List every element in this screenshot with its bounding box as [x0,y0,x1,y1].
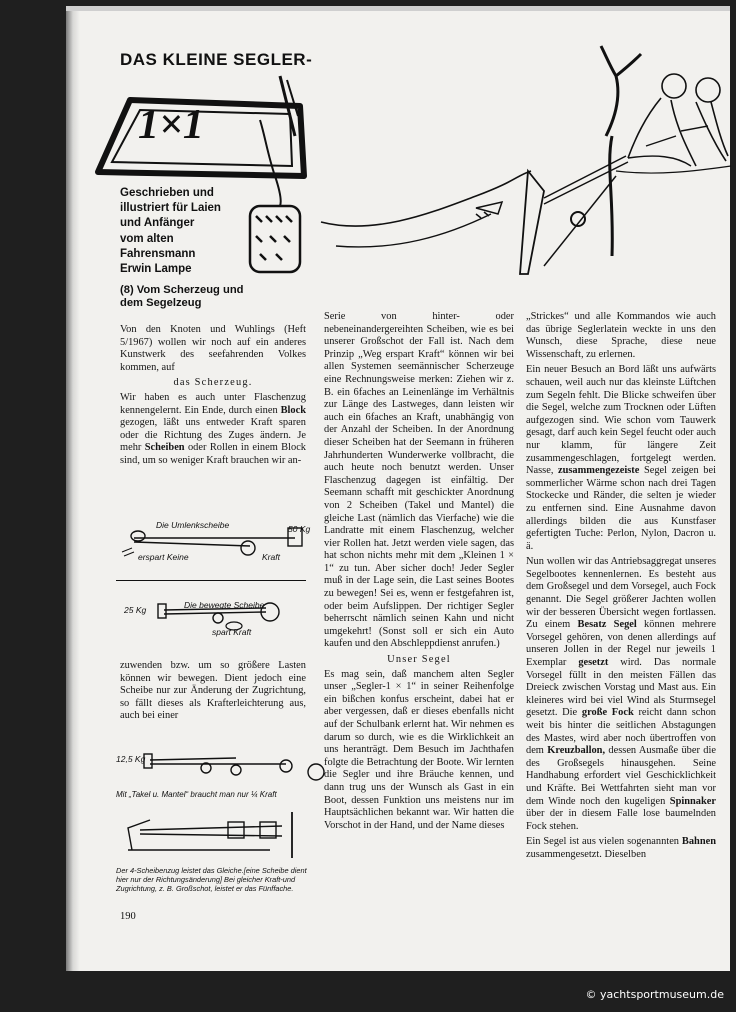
caption-line: Zugrichtung, z. B. Großschot, leistet er das Fünffache. [116,884,294,893]
col3-paragraph [526,836,716,861]
text-run: dessen Ausmaße über die des Großsegels hinausgehen. Seine Handhabung erfordert viel Geschicklichkeit und Kräfte. Bei Wettfahrten sieht man vor dem Winde noch den kugeligen [526,745,716,807]
section-title-line-2: dem Segelzeug [120,297,202,309]
header-title: DAS KLEINE SEGLER- [120,50,313,69]
bold-term: Kreuzballon, [547,745,606,757]
bold-term: Block [280,404,306,416]
text-run: Segel zeigen bei sommerlicher Wärme schon nach drei Tagen Stockecke und Ränder, die selten je wieder zu entfernen sind. Eine Ausnahme davon allerdings bilden die aus Kunstfaser gefertigten Tuche: Perlon, Nylon, Dacron u. ä. [526,465,717,552]
col3-paragraph: „Strickes“ und alle Kommandos wie auch das übrige Seglerlatein weckte in uns den Wunsch, diese Sprache, diese neue Wissenschaft, zu erlernen. [526,311,716,360]
byline-line: Erwin Lampe [120,263,192,276]
text-run: Nun wollen wir das Antriebsaggregat unseres Segelbootes kennenlernen. Es besteht aus dem Großsegel und dem Vorsegel, auch Fock genannt. Die Segel größerer Jachten wollen wir der besseren Übersicht wegen fortlassen. Zu einem [526,556,716,631]
byline-line: illustriert für Laien [120,202,221,215]
bold-term: Besatz Segel [577,619,637,631]
text-run: können mehrere Vorsegel gehören, von denen allerdings auf unseren Jollen in der Regel nur jeweils 1 Exemplar [526,619,716,669]
page-top-edge [66,6,730,11]
bold-term: Spinnaker [669,795,716,807]
text-run: Ein Segel ist aus vielen sogenannten [526,836,682,848]
label-kraft: Kraft [262,552,280,562]
sign-one-times-one: 1×1 [138,102,204,148]
text-run: Ein neuer Besuch an Bord läßt uns aufwärts schauen, weil auch nur das kleinste Lüftchen zum Segeln fehlt. Die Blicke schweifen über die Segel, welche zum Trocknen oder Lüften aufgezogen sind. Wie schon vom Tauwerk gesagt, darf auch kein Segel feucht oder auch nur klamm, für längere Zeit zusammengeschlagen, fortgelegt werden. Nasse, [526,364,716,477]
page-number: 190 [120,911,136,922]
column-middle [324,311,514,835]
subheading-scherzeug: das Scherzeug. [173,377,253,389]
caption-line: hier nur der Richtungsänderung] Bei gleicher Kraft-und [116,875,296,884]
copyright-credit: © yachtsportmuseum.de [585,988,724,1001]
bold-term: gesetzt [578,657,609,669]
label-takel-mantel: Mit „Takel u. Mantel“ braucht man nur ¼ Kraft [116,790,277,799]
label-50kg: 50 Kg [288,524,311,534]
byline [120,186,250,277]
divider [116,580,306,581]
bold-term: Scheiben [144,442,185,454]
text-run: über der in diesem Falle lose baumelnden Fock stehen. [526,808,716,832]
col2-paragraph: Serie von hinter- oder nebeneinandergereihten Scheiben, wie es bei unserer Großschot der Fall ist. Nach dem Prinzip „Weg erspart Kraft“ können wir bei allen Systemen seemännischer Scherzeuge eine Rechnungsweise merken: Ziehen wir z. B. ein 6faches an Leinenlänge im Verhältnis zur Länge des Lastweges, dann leisten wir auch ein 6faches an Kraft, unabhängig von der Anzahl der Scheiben. In der Anordnung dieser Scheiben hat der Seemann in früheren Jahrhunderten Wunderwerke vollbracht, die auch heute noch benutzt werden. Unser Flaschenzug dagegen ist einfältig. Der Seemann schafft mit geschickter Anordnung von 2 Scheiben (Takel und Mantel) die gleiche Last (nämlich das Vierfache) wie die Landratte mit einem Flaschenzug, welcher vier Rollen hat. Jetzt werden viele sagen, das hat schon nichts mehr mit dem „Kleinen 1 × 1“ zu tun. Aber sicher doch! Jeder Segler muß in der Lage sein, die Last seines Bootes zu bewegen! Sei es, wenn er festgefahren ist, oder beim Aufslippen. Der richtiger Segler beherrscht nämlich seinen Kahn und nicht umgekehrt! (Sonst soll er sich ein Auto kaufen und den Abschleppdienst anrufen.) [324,311,514,650]
label-umlenkscheibe: Die Umlenkscheibe [156,520,230,530]
column-right [526,311,716,865]
caption-line: Der 4-Scheibenzug leistet das Gleiche.[eine Scheibe dient [116,866,307,875]
col3-paragraph [526,364,716,553]
label-bewegte-scheibe: Die bewegte Scheibe [184,600,265,610]
byline-line: Fahrensmann [120,247,196,260]
label-spart-kraft: spart Kraft [212,627,252,637]
col1-paragraph [120,392,306,468]
byline-line: Geschrieben und [120,187,214,199]
text-run: zusammengesetzt. Dieselben [526,848,647,860]
diagram-takel-mantel [116,750,316,794]
section-title-line-1: (8) Vom Scherzeug und [120,284,244,296]
diagram-vier-scheibenzug [120,810,310,860]
byline-line: und Anfänger [120,217,195,230]
text-run: Wir haben es auch unter Flaschenzug kennengelernt. Ein Ende, durch einen [120,391,306,416]
bold-term: zusammengezeiste [558,465,640,477]
col3-paragraph [526,556,716,833]
bold-term: Bahnen [681,836,716,848]
col1-paragraph: Von den Knoten und Wuhlings (Heft 5/1967) wollen wir noch auf ein anderes Kunstwerk des seefahrenden Volkes kommen, auf [120,324,306,373]
subheading-unser-segel: Unser Segel [387,654,451,666]
label-12-5kg: 12,5 Kg [116,754,146,764]
text-run: oder Rollen in einem Block sind, um so weniger Kraft brauchen wir an- [120,442,306,466]
col2-paragraph: Es mag sein, daß manchem alten Segler unser „Segler-1 × 1“ in seiner Reihenfolge ein bißchen konfus erscheint, dabei hat er aber vergessen, daß er dieses ebenfalls nicht auf der Schulbank erlernt hat. Wir nehmen es darum so durch, wie es die Wirklichkeit an uns heranträgt. Dem Besuch im Jachthafen folgte die Betrachtung der Boote. Wir lernten die Segler und ihre Bräuche kennen, und dann trug uns der Wunsch als Gast in ein Boot, dessen Funktion uns meistens nur im Hauptsächlichen bekannt war. Wir hatten die Vorschot in der Hand, und der Name dieses [324,668,514,831]
label-erspart-keine: erspart Keine [138,552,189,562]
label-25kg: 25 Kg [124,605,147,615]
column-left-lower [120,660,306,726]
byline-line: vom alten [120,232,174,245]
text-run: wird. Das normale Vorsegel füllt in den meisten Fällen das Dreieck zwischen Vorstag und Mast aus. Ein kleineres wird bei viel Wind als Sturmsegel gesetzt. Die [526,657,716,719]
column-left [120,284,306,471]
hauling-boat-sketch [316,36,736,296]
bold-term: große Fock [581,707,634,719]
text-run: reicht dann schon weit bis hinter die seitlichen Abstagungen des Mastes, wird aber noch übertroffen von dem [526,707,716,757]
text-run: gezogen, läßt uns entweder Kraft sparen oder die Richtung des Zuges ändern. Je mehr [120,417,306,454]
col1-paragraph: zuwenden bzw. um so größere Lasten können wir bewegen. Dient jedoch eine Scheibe nur zur Änderung der Zugrichtung, so fällt dieses als Krafterleichterung aus, auch bei einer [120,660,306,722]
magazine-page [66,6,730,971]
page-spine-shadow [66,6,80,971]
